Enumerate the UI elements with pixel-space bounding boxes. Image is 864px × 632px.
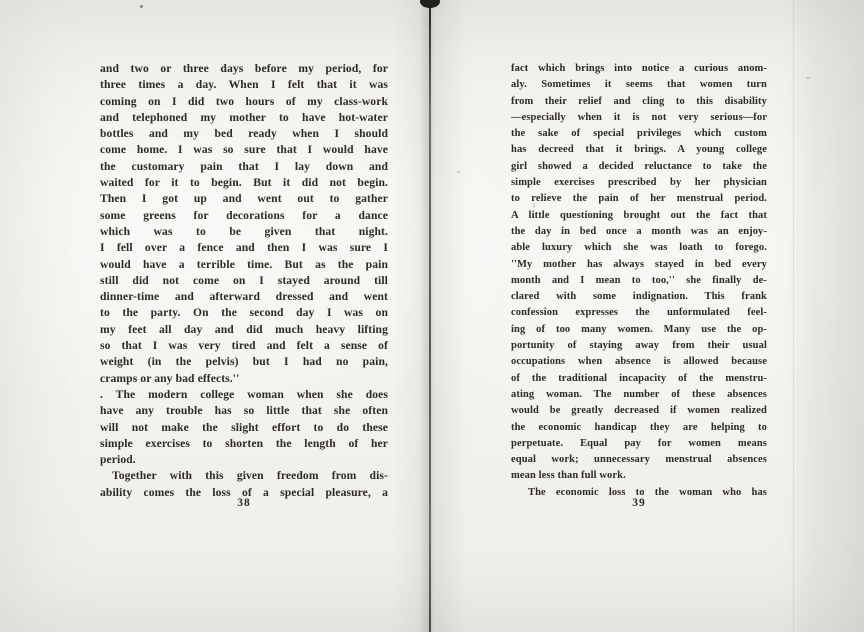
paper-speck [140, 5, 143, 8]
text-line: aly. Sometimes it seems that women turn [511, 79, 767, 91]
text-line: ating woman. The number of these absences [511, 388, 767, 400]
text-line: able luxury which she was loath to forego. [511, 242, 767, 254]
text-line: occupations when absence is allowed because [511, 356, 767, 368]
paper-speck [457, 171, 460, 173]
text-line: weight (in the pelvis) but I had no pain, [100, 355, 388, 369]
text-line: to the party. On the second day I was on [100, 306, 388, 320]
text-line: will not make the slight effort to do these [100, 420, 388, 434]
text-line: . The modern college woman when she does [100, 387, 388, 401]
text-line: coming on I did two hours of my class-work [100, 94, 388, 108]
text-line: simple exercises prescribed by her physician [511, 177, 767, 189]
text-line: the day in bed once a month was an enjoy- [511, 225, 767, 237]
text-line: confession expresses the unformulated feel- [511, 307, 767, 319]
paper-speck [533, 203, 535, 208]
fore-edge-shading [786, 0, 864, 632]
left-page-number: 38 [237, 497, 251, 509]
text-line: A little questioning brought out the fact that [511, 209, 767, 221]
text-line: dinner-time and afterward dressed and went [100, 290, 388, 304]
text-line: some greens for decorations for a dance [100, 208, 388, 222]
text-line: Together with this given freedom from dis- [112, 469, 388, 483]
text-line: month and I mean to too,'' she finally de- [511, 274, 767, 286]
text-line: cramps or any bad effects.'' [100, 371, 240, 385]
text-line: ''My mother has always stayed in bed every [511, 258, 767, 270]
spine-line [429, 0, 431, 632]
text-line: which was to be given that night. [100, 224, 388, 238]
text-line: period. [100, 453, 136, 467]
paper-speck [806, 77, 810, 79]
text-line: equal work; unnecessary menstrual absences [511, 454, 767, 466]
fore-edge-line [793, 0, 794, 632]
text-line: —especially when it is not very serious—for [511, 111, 767, 123]
text-line: have any trouble has so little that she often [100, 404, 388, 418]
text-line: and two or three days before my period, for [100, 62, 388, 75]
text-line: mean less than full work. [511, 470, 626, 482]
text-line: would be greatly decreased if women realized [511, 405, 767, 417]
text-line: clared with some indignation. This frank [511, 291, 767, 303]
text-line: the sake of special privileges which custom [511, 128, 767, 140]
text-line: three times a day. When I felt that it was [100, 78, 388, 92]
text-line: the customary pain that I lay down and [100, 159, 388, 173]
text-line: would have a terrible time. But as the pain [100, 257, 388, 271]
text-line: waited for it to begin. But it did not begin. [100, 176, 388, 190]
text-line: so that I was very tired and felt a sense of [100, 339, 388, 353]
right-page-number: 39 [632, 497, 646, 509]
right-page-text [511, 61, 767, 501]
text-line: I fell over a fence and then I was sure I [100, 241, 388, 255]
text-line: fact which brings into notice a curious anom- [511, 63, 767, 74]
text-line: has decreed that it brings. A young college [511, 144, 767, 156]
text-line: the economic handicap they are helping to [511, 421, 767, 433]
text-line: simple exercises to shorten the length of her [100, 436, 388, 450]
text-line: ing of too many women. Many use the op- [511, 323, 767, 335]
text-line: The economic loss to the woman who has [528, 486, 767, 498]
text-line: of the traditional incapacity of the menstru- [511, 372, 767, 384]
text-line: perpetuate. Equal pay for women means [511, 437, 767, 449]
text-line: from their relief and cling to this disability [511, 95, 767, 107]
text-line: ability comes the loss of a special pleasure, a [100, 485, 388, 499]
text-line: my feet all day and did much heavy lifting [100, 322, 388, 336]
text-line: bottles and my bed ready when I should [100, 127, 388, 141]
text-line: and telephoned my mother to have hot-water [100, 110, 388, 124]
text-line: girl showed a decided reluctance to take the [511, 160, 767, 172]
text-line: portunity of staying away from their usual [511, 340, 767, 352]
text-line: come home. I was so sure that I would have [100, 143, 388, 157]
text-line: Then I got up and went out to gather [100, 192, 388, 206]
text-line: still did not come on I stayed around till [100, 273, 388, 287]
left-page-text [100, 61, 388, 501]
text-line: to relieve the pain of her menstrual period. [511, 193, 767, 205]
